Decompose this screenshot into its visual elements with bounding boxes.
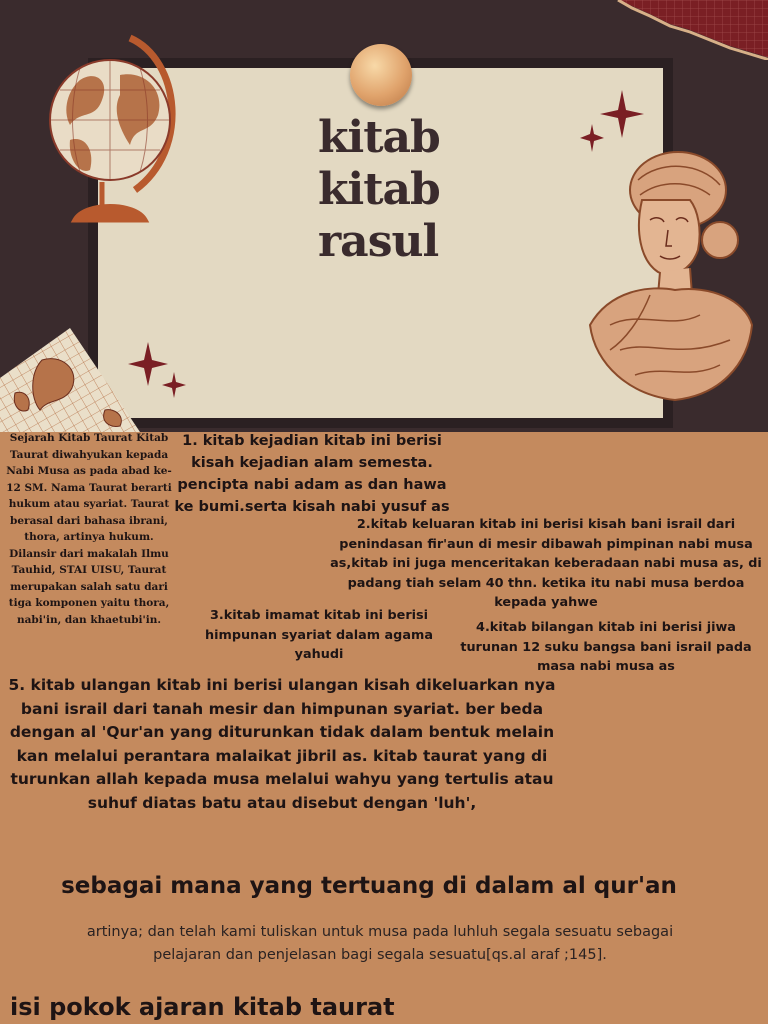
grid-paper-decoration: [610, 0, 768, 60]
item-3-text: 3.kitab imamat kitab ini berisi himpunan syariat dalam agama yahudi: [205, 608, 433, 662]
item-5-text: 5. kitab ulangan kitab ini berisi ulangan kisah dikeluarkan nya bani israil dari tanah mesir dan himpunan syariat. ber beda dengan al 'Qur'an yang diturunkan tidak dalam bentuk melain kan melalui perantara malaikat jibril as. kitab taurat yang di turunkan allah kepada musa melalui wahyu yang tertulis atau suhuf diatas batu atau disebut dengan 'luh',: [8, 676, 556, 812]
item-4-text: 4.kitab bilangan kitab ini berisi jiwa turunan 12 suku bangsa bani israil pada masa nabi musa as: [460, 620, 752, 674]
pin-icon: [350, 44, 412, 106]
header-background: [0, 0, 768, 432]
translation-text: artinya; dan telah kami tuliskan untuk musa pada luhluh segala sesuatu sebagai pelajaran dan penjelasan bagi segala sesuatu[qs.al araf ;145].: [86, 924, 674, 963]
title-line: kitab: [318, 112, 440, 163]
map-decoration: [0, 318, 140, 432]
title-line: kitab: [318, 164, 440, 215]
title-line: rasul: [318, 216, 439, 267]
bottom-heading: isi pokok ajaran kitab taurat: [10, 993, 395, 1021]
sparkle-icon: [578, 88, 648, 158]
quran-heading: sebagai mana yang tertuang di dalam al qur'an: [61, 873, 677, 899]
bust-statue-icon: [580, 150, 760, 410]
page-title: [318, 112, 440, 268]
globe-icon: [40, 30, 180, 230]
sidebar-history-text: Sejarah Kitab Taurat Kitab Taurat diwahyukan kepada Nabi Musa as pada abad ke-12 SM. Nama Taurat berarti hukum atau syariat. Taurat berasal dari bahasa ibrani, thora, artinya hukum. Dilansir dari makalah Ilmu Tauhid, STAI UISU, Taurat merupakan salah satu dari tiga komponen yaitu thora, nabi'in, dan khaetubi'in.: [6, 432, 172, 626]
item-2-text: 2.kitab keluaran kitab ini berisi kisah bani israil dari penindasan fir'aun di mesir dibawah pimpinan nabi musa as,kitab ini juga menceritakan keberadaan nabi musa as, di padang tiah selam 40 thn. ketika itu nabi musa berdoa kepada yahwe: [330, 517, 762, 610]
item-1-text: 1. kitab kejadian kitab ini berisi kisah kejadian alam semesta. pencipta nabi adam as dan hawa ke bumi.serta kisah nabi yusuf as: [174, 433, 450, 515]
